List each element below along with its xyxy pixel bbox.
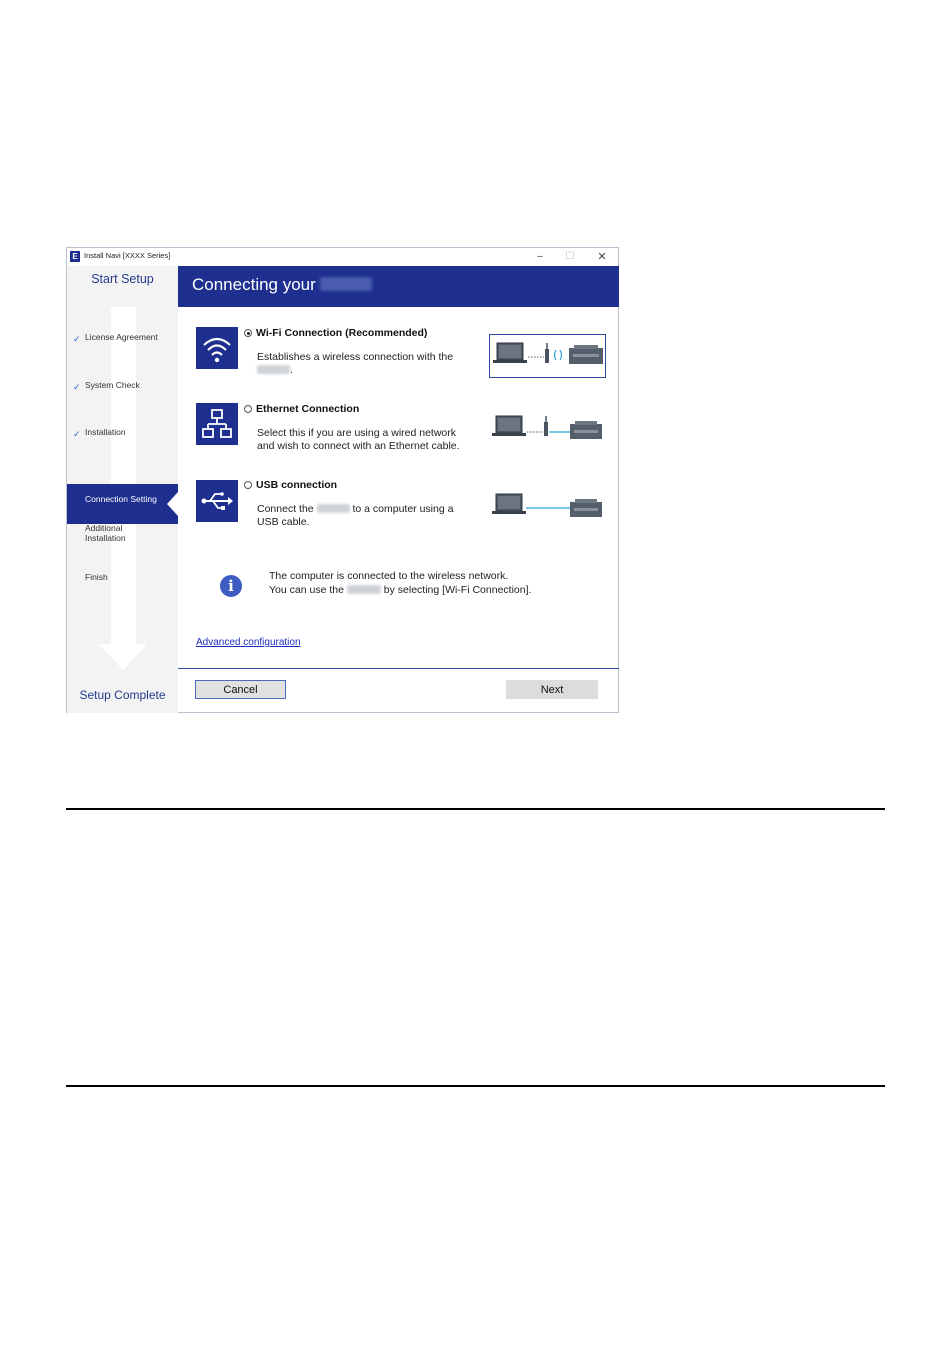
- desc-tail: .: [290, 364, 293, 376]
- desc-line: and wish to connect with an Ethernet cable.: [257, 440, 460, 452]
- desc-line: [257, 503, 487, 516]
- maximize-icon[interactable]: ☐: [565, 251, 575, 262]
- close-icon[interactable]: ✕: [597, 251, 607, 263]
- title-bar: [67, 248, 618, 266]
- desc-head: Connect the: [257, 503, 314, 515]
- wifi-radio[interactable]: [244, 329, 252, 337]
- info-line: The computer is connected to the wireless network.: [269, 570, 509, 582]
- step-license-agreement: [73, 332, 158, 344]
- wifi-option-title[interactable]: Wi-Fi Connection (Recommended): [256, 327, 428, 339]
- progress-arrow-head: [99, 644, 147, 670]
- desc-line: [257, 364, 487, 377]
- wifi-connection-diagram: [489, 334, 606, 378]
- info-head: You can use the: [269, 584, 344, 596]
- redacted-product-name: [320, 277, 372, 291]
- progress-arrow-shaft: [111, 307, 136, 645]
- redacted-product-name: [347, 585, 381, 594]
- ethernet-radio[interactable]: [244, 405, 252, 413]
- next-button[interactable]: Next: [506, 680, 598, 699]
- usb-radio[interactable]: [244, 481, 252, 489]
- setup-complete-label: Setup Complete: [79, 688, 166, 702]
- step-label: Installation: [85, 427, 126, 437]
- page-rule: [66, 1085, 885, 1087]
- check-icon: ✓: [73, 334, 81, 344]
- ethernet-option-description: [257, 427, 487, 453]
- redacted-product-name: [317, 504, 350, 513]
- info-icon: i: [220, 575, 242, 597]
- step-finish: Finish: [85, 572, 108, 582]
- step-label: Connection Setting: [85, 494, 157, 504]
- ethernet-icon: [196, 403, 238, 445]
- cancel-button[interactable]: Cancel: [195, 680, 286, 699]
- check-icon: ✓: [73, 429, 81, 439]
- usb-option-title[interactable]: USB connection: [256, 479, 338, 491]
- step-label: License Agreement: [85, 332, 158, 342]
- page-header: [178, 266, 619, 307]
- step-system-check: [73, 380, 140, 392]
- info-line: [269, 583, 531, 597]
- check-icon: ✓: [73, 382, 81, 392]
- info-tail: by selecting [Wi-Fi Connection].: [383, 584, 532, 596]
- step-additional-installation: Additional Installation: [85, 523, 126, 543]
- app-icon: E: [70, 251, 80, 262]
- redacted-product-name: [257, 365, 290, 374]
- ethernet-connection-diagram: [489, 408, 606, 452]
- usb-option-description: [257, 503, 487, 529]
- install-navi-window: [66, 247, 619, 713]
- active-step-pointer: [167, 492, 178, 516]
- connection-status-message: [269, 569, 531, 597]
- advanced-configuration-link[interactable]: Advanced configuration: [196, 637, 301, 648]
- setup-steps-sidebar: [67, 266, 178, 713]
- step-label: System Check: [85, 380, 140, 390]
- desc-line: Select this if you are using a wired network: [257, 427, 457, 439]
- page-title-text: Connecting your: [192, 275, 316, 294]
- step-installation: [73, 427, 126, 439]
- ethernet-option-title[interactable]: Ethernet Connection: [256, 403, 360, 415]
- page-rule: [66, 808, 885, 810]
- page-title: [192, 275, 372, 295]
- desc-tail: to a computer using a: [352, 503, 454, 515]
- usb-connection-diagram: [489, 486, 606, 530]
- minimize-icon[interactable]: –: [537, 251, 543, 262]
- footer-divider: [178, 668, 619, 669]
- start-setup-label: Start Setup: [91, 272, 154, 286]
- window-title: Install Navi [XXXX Series]: [84, 251, 171, 260]
- wifi-option-description: [257, 351, 487, 377]
- usb-icon: [196, 480, 238, 522]
- desc-line: Establishes a wireless connection with the: [257, 351, 454, 363]
- step-connection-setting: [67, 484, 178, 524]
- wifi-icon: [196, 327, 238, 369]
- desc-line: USB cable.: [257, 516, 310, 528]
